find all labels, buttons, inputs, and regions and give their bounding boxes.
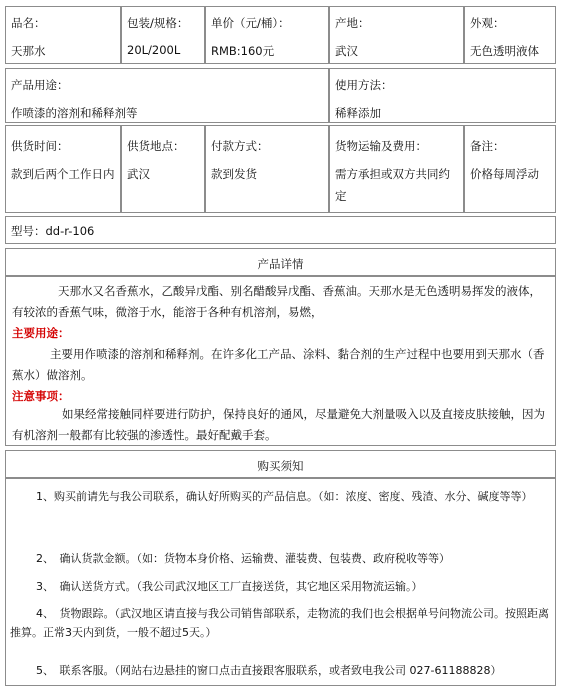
usage-method-value: 稀释添加: [335, 106, 381, 120]
spec-package-label: 包装/规格：: [127, 16, 189, 30]
delivery-place-value: 武汉: [127, 167, 150, 181]
spec-price-value: RMB:160元: [211, 44, 275, 58]
purchase-title: 购买须知: [257, 459, 304, 473]
delivery-transport-value: 需方承担或双方共同约定: [335, 167, 450, 203]
spec-product-name-cell: [5, 6, 121, 64]
usage-purpose-cell: [5, 68, 329, 123]
details-header: [5, 248, 556, 276]
spec-origin-value: 武汉: [335, 44, 358, 58]
delivery-time-value: 款到后两个工作日内: [11, 167, 115, 181]
spec-package-cell: [121, 6, 205, 64]
delivery-transport-cell: [329, 125, 464, 213]
delivery-transport-label: 货物运输及费用：: [335, 139, 427, 153]
delivery-payment-cell: [205, 125, 329, 213]
spec-origin-label: 产地：: [335, 16, 370, 30]
caution-title: 注意事项：: [12, 389, 70, 403]
usage-purpose-value: 作喷漆的溶剂和稀释剂等: [11, 106, 138, 120]
spec-origin-cell: [329, 6, 464, 64]
purchase-item-2: 2、 确认货款金额。（如：货物本身价格、运输费、灌装费、包装费、政府税收等等）: [36, 552, 450, 565]
delivery-place-label: 供货地点：: [127, 139, 185, 153]
delivery-time-cell: [5, 125, 121, 213]
spec-package-value: 20L/200L: [127, 43, 181, 57]
usage-method-cell: [329, 68, 556, 123]
delivery-payment-label: 付款方式：: [211, 139, 269, 153]
spec-product-name-label: 品名：: [11, 16, 46, 30]
purchase-item-4: 4、 货物跟踪。（武汉地区请直接与我公司销售部联系，走物流的我们也会根据单号问物流公司。按照距离推算。正常3天内到货，一般不超过5天。）: [10, 607, 549, 639]
spec-appearance-cell: [464, 6, 556, 64]
usage-purpose-label: 产品用途：: [11, 78, 69, 92]
caution-text: 如果经常接触同样要进行防护，保持良好的通风，尽量避免大剂量吸入以及直接皮肤接触，因为有机溶剂一般都有比较强的渗透性。最好配戴手套。: [12, 407, 545, 442]
details-intro: 天那水又名香蕉水，乙酸异戊酯、别名醋酸异戊酯、香蕉油。天那水是无色透明易挥发的液体，有较浓的香蕉气味，微溶于水，能溶于各种有机溶剂，易燃，: [12, 284, 541, 319]
model-cell: [5, 216, 556, 244]
details-title: 产品详情: [257, 257, 304, 271]
usage-method-label: 使用方法：: [335, 78, 393, 92]
main-use-text: 主要用作喷漆的溶剂和稀释剂。在许多化工产品、涂料、黏合剂的生产过程中也要用到天那水（香蕉水）做溶剂。: [12, 347, 545, 382]
main-use-title: 主要用途：: [12, 326, 70, 340]
purchase-header: [5, 450, 556, 478]
spec-appearance-label: 外观：: [470, 16, 505, 30]
delivery-note-label: 备注：: [470, 139, 505, 153]
details-body: [5, 276, 556, 446]
spec-price-label: 单价（元/桶）：: [211, 16, 290, 30]
purchase-item-5: 5、 联系客服。（网站右边悬挂的窗口点击直接跟客服联系，或者致电我公司 027-61188828）: [36, 664, 502, 677]
delivery-time-label: 供货时间：: [11, 139, 69, 153]
delivery-note-cell: [464, 125, 556, 213]
spec-price-cell: [205, 6, 329, 64]
purchase-item-1: 1、购买前请先与我公司联系，确认好所购买的产品信息。（如：浓度、密度、残渣、水分、碱度等等）: [36, 490, 533, 503]
delivery-place-cell: [121, 125, 205, 213]
delivery-note-value: 价格每周浮动: [470, 167, 539, 181]
delivery-payment-value: 款到发货: [211, 167, 257, 181]
model-number: 型号：dd-r-106: [11, 224, 95, 238]
spec-product-name-value: 天那水: [11, 44, 46, 58]
spec-appearance-value: 无色透明液体: [470, 44, 539, 58]
purchase-item-3: 3、 确认送货方式。（我公司武汉地区工厂直接送货，其它地区采用物流运输。）: [36, 580, 423, 593]
purchase-body: [5, 478, 556, 686]
